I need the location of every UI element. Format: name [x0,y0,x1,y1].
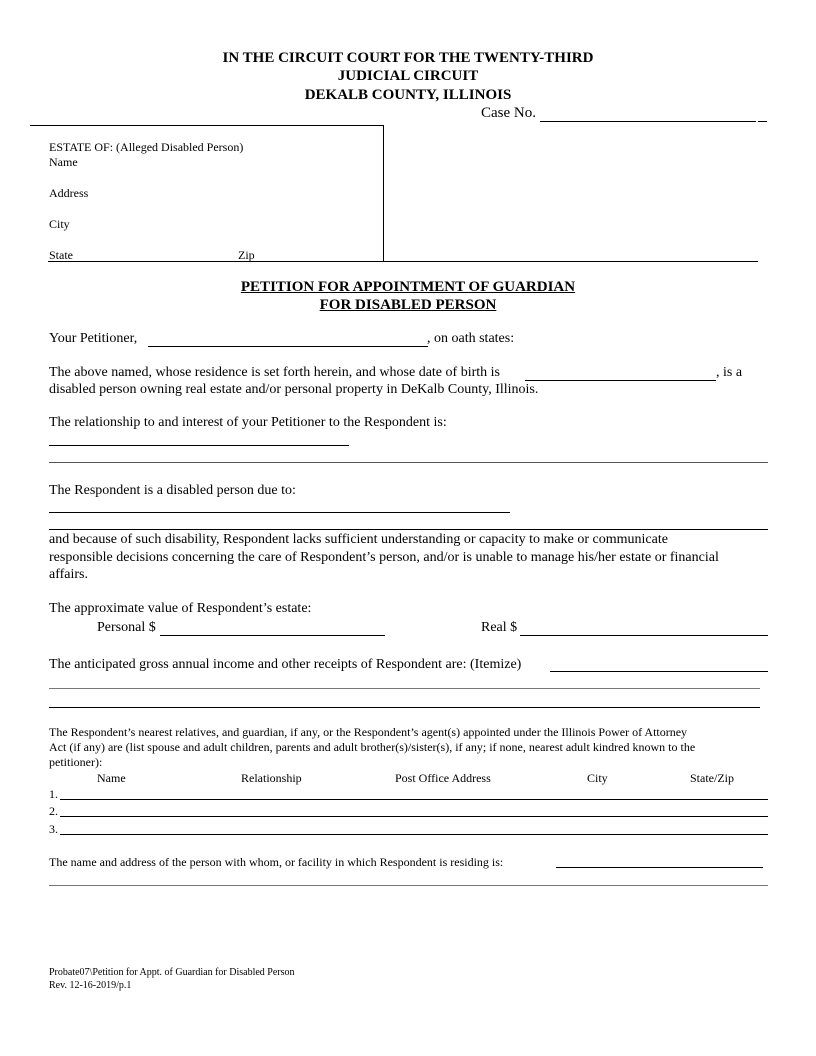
disabled-due-field-1[interactable] [49,512,510,513]
estate-heading: ESTATE OF: (Alleged Disabled Person) [49,140,244,154]
residing-text: The name and address of the person with whom, or facility in which Respondent is residing is: [49,855,504,869]
relationship-field-2[interactable] [49,462,768,463]
estate-box-divider [383,125,384,261]
petitioner-name-field[interactable] [148,346,428,347]
relationship-field-1[interactable] [49,445,349,446]
relatives-row-number: 1. [49,787,58,801]
petition-title-line2: FOR DISABLED PERSON [319,297,497,313]
estate-address-label: Address [49,186,89,200]
estate-name-label: Name [49,155,78,169]
relatives-row-2-field[interactable] [60,816,768,817]
real-label: Real $ [481,620,518,635]
relatives-header-city: City [587,771,608,785]
petition-title-line1: PETITION FOR APPOINTMENT OF GUARDIAN [240,279,576,295]
relatives-line1: The Respondent’s nearest relatives, and guardian, if any, or the Respondent’s agent(s) appointed under the Illinois Power of Attorney [49,725,688,739]
court-header-line3: DEKALB COUNTY, ILLINOIS [304,87,512,103]
estate-city-label: City [49,217,70,231]
relatives-header-name: Name [97,771,126,785]
relatives-line3: petitioner): [49,755,103,769]
petitioner-prefix: Your Petitioner, [49,331,138,346]
footer-revision: Rev. 12-16-2019/p.1 [49,980,132,991]
relationship-text: The relationship to and interest of your Petitioner to the Respondent is: [49,415,447,430]
court-header-line1: IN THE CIRCUIT COURT FOR THE TWENTY-THIRD [222,50,594,66]
because-line1: and because of such disability, Respondent lacks sufficient understanding or capacity to make or communicate [49,532,668,547]
court-header-line2: JUDICIAL CIRCUIT [337,68,479,84]
dob-line2: disabled person owning real estate and/or personal property in DeKalb County, Illinois. [49,382,539,397]
relatives-row-3-field[interactable] [60,834,768,835]
estate-box-bottom-border [48,261,758,262]
income-field-1[interactable] [550,671,768,672]
estate-box-top-border [30,125,383,126]
relatives-header-state-zip: State/Zip [690,771,734,785]
relatives-header-relationship: Relationship [241,771,302,785]
relatives-row-1-field[interactable] [60,799,768,800]
relatives-row-number: 3. [49,822,58,836]
footer-form-id: Probate07\Petition for Appt. of Guardian for Disabled Person [49,967,295,978]
disabled-due-field-2[interactable] [49,529,768,530]
estate-value-text: The approximate value of Respondent’s estate: [49,601,312,616]
real-value-field[interactable] [520,635,768,636]
dob-prefix: The above named, whose residence is set forth herein, and whose date of birth is [49,365,500,380]
petitioner-suffix: , on oath states: [427,331,515,346]
income-field-3[interactable] [49,707,760,708]
income-text: The anticipated gross annual income and other receipts of Respondent are: (Itemize) [49,657,522,672]
because-line2: responsible decisions concerning the care of Respondent’s person, and/or is unable to manage his/her estate or financial [49,550,719,565]
case-no-field[interactable] [540,121,756,122]
because-line3: affairs. [49,567,88,582]
residing-field-2[interactable] [49,885,768,886]
personal-value-field[interactable] [160,635,385,636]
income-field-2[interactable] [49,688,760,689]
relatives-header-address: Post Office Address [395,771,491,785]
case-no-field-tail [758,121,767,122]
residing-field-1[interactable] [556,867,763,868]
dob-field[interactable] [525,380,716,381]
disabled-due-text: The Respondent is a disabled person due to: [49,483,296,498]
estate-zip-label: Zip [238,248,255,262]
personal-label: Personal $ [97,620,156,635]
relatives-row-number: 2. [49,804,58,818]
estate-state-label: State [49,248,73,262]
case-no-label: Case No. [481,105,536,121]
dob-suffix: , is a [716,365,743,380]
relatives-line2: Act (if any) are (list spouse and adult children, parents and adult brother(s)/sister(s), if any; if none, nearest adult kindred known to the [49,740,696,754]
